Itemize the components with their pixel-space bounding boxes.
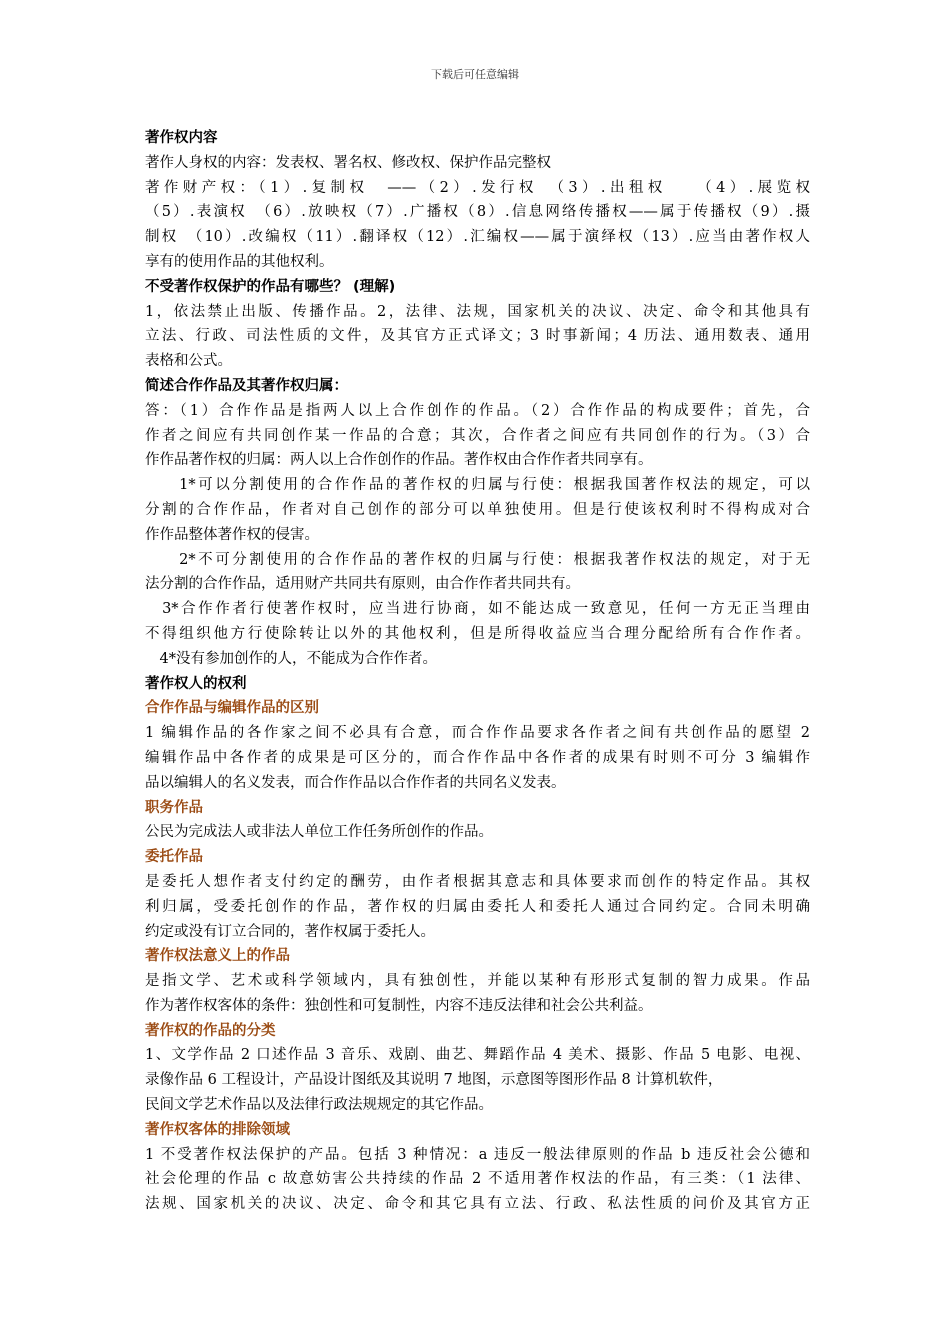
- text-line: 品以编辑人的名义发表，而合作作品以合作作者的共同名义发表。: [145, 774, 566, 791]
- text-line: 录像作品 6 工程设计，产品设计图纸及其说明 7 地图，示意图等图形作品 8 计算机软件，: [145, 1072, 723, 1089]
- section-heading: 著作权客体的排除领域: [145, 1121, 290, 1138]
- text-line: 编辑作品中各作者的成果是可区分的，而合作作品中各作者的成果有时则不可分 3 编辑作: [145, 749, 810, 766]
- text-line: 作为著作权客体的条件：独创性和可复制性，内容不违反法律和社会公共利益。: [145, 997, 653, 1014]
- text-line: 作作品整体著作权的侵害。: [145, 526, 319, 543]
- text-line: 作者之间应有共同创作某一作品的合意；其次，合作者之间应有共同创作的行为。（3）合: [145, 427, 810, 444]
- text-line: 享有的使用作品的其他权利。: [145, 253, 334, 270]
- text-line: 公民为完成法人或非法人单位工作任务所创作的作品。: [145, 824, 493, 841]
- text-line: 法规、国家机关的决议、决定、命令和其它具有立法、行政、私法性质的问价及其官方正: [145, 1196, 810, 1213]
- section-heading: 职务作品: [145, 799, 203, 816]
- text-line: 1 不受著作权法保护的产品。包括 3 种情况：a 违反一般法律原则的作品 b 违反社会公德和: [145, 1146, 810, 1163]
- text-line: 著作人身权的内容：发表权、署名权、修改权、保护作品完整权: [145, 154, 551, 171]
- section-heading: 简述合作作品及其著作权归属：: [145, 377, 348, 394]
- section-heading: 著作权人的权利: [145, 675, 247, 692]
- text-line: 作作品著作权的归属：两人以上合作创作的作品。著作权由合作作者共同享有。: [145, 452, 653, 469]
- text-line: 不得组织他方行使除转让以外的其他权利，但是所得收益应当合理分配给所有合作作者。: [145, 625, 810, 642]
- text-line: 3*合作作者行使著作权时，应当进行协商，如不能达成一致意见，任何一方无正当理由: [145, 601, 810, 618]
- text-line: 分割的合作作品，作者对自己创作的部分可以单独使用。但是行使该权利时不得构成对合: [145, 501, 810, 518]
- text-line: 约定或没有订立合同的，著作权属于委托人。: [145, 923, 435, 940]
- section-heading: 著作权内容: [145, 130, 218, 146]
- text-line: 1*可以分割使用的合作作品的著作权的归属与行使：根据我国著作权法的规定，可以: [145, 477, 810, 494]
- section-heading: 合作作品与编辑作品的区别: [145, 700, 319, 717]
- text-line: 4*没有参加创作的人，不能成为合作作者。: [145, 650, 437, 667]
- text-line: 制权 （10）.改编权（11）.翻译权（12）.汇编权——属于演绎权（13）.应当由著作权人: [145, 229, 810, 246]
- text-line: 是指文学、艺术或科学领域内，具有独创性，并能以某种有形形式复制的智力成果。作品: [145, 973, 810, 990]
- text-line: 民间文学艺术作品以及法律行政法规规定的其它作品。: [145, 1097, 493, 1114]
- text-line: 1，依法禁止出版、传播作品。2，法律、法规，国家机关的决议、决定、命令和其他具有: [145, 303, 810, 320]
- document-body: [145, 126, 810, 1217]
- text-line: 表格和公式。: [145, 353, 232, 370]
- text-line: 著作财产权：（1）.复制权 ——（2）.发行权 （3）.出租权 （4）.展览权: [145, 179, 810, 196]
- section-heading: 著作权法意义上的作品: [145, 948, 290, 965]
- section-heading: 不受著作权保护的作品有哪些？ (理解): [145, 278, 396, 295]
- page-header: 下载后可任意编辑: [431, 68, 519, 81]
- text-line: 法分割的合作作品，适用财产共同共有原则，由合作作者共同共有。: [145, 576, 580, 593]
- text-line: 1 编辑作品的各作家之间不必具有合意，而合作作品要求各作者之间有共创作品的愿望 2: [145, 725, 810, 742]
- text-line: 答：（1）合作作品是指两人以上合作创作的作品。（2）合作作品的构成要件；首先，合: [145, 402, 810, 419]
- text-line: 1、文学作品 2 口述作品 3 音乐、戏剧、曲艺、舞蹈作品 4 美术、摄影、作品 5 电影、电视、: [145, 1047, 810, 1064]
- text-line: 2*不可分割使用的合作作品的著作权的归属与行使：根据我著作权法的规定，对于无: [145, 551, 810, 568]
- text-line: 立法、行政、司法性质的文件，及其官方正式译文；3 时事新闻；4 历法、通用数表、通用: [145, 328, 810, 345]
- section-heading: 委托作品: [145, 849, 203, 866]
- text-line: 是委托人想作者支付约定的酬劳，由作者根据其意志和具体要求而创作的特定作品。其权: [145, 873, 810, 890]
- text-line: 社会伦理的作品 c 故意妨害公共持续的作品 2 不适用著作权法的作品，有三类：（1 法律、: [145, 1171, 810, 1188]
- text-line: （5）.表演权 （6）.放映权（7）.广播权（8）.信息网络传播权——属于传播权（9）.摄: [145, 204, 810, 221]
- section-heading: 著作权的作品的分类: [145, 1022, 276, 1039]
- text-line: 利归属，受委托创作的作品，著作权的归属由委托人和委托人通过合同约定。合同未明确: [145, 898, 810, 915]
